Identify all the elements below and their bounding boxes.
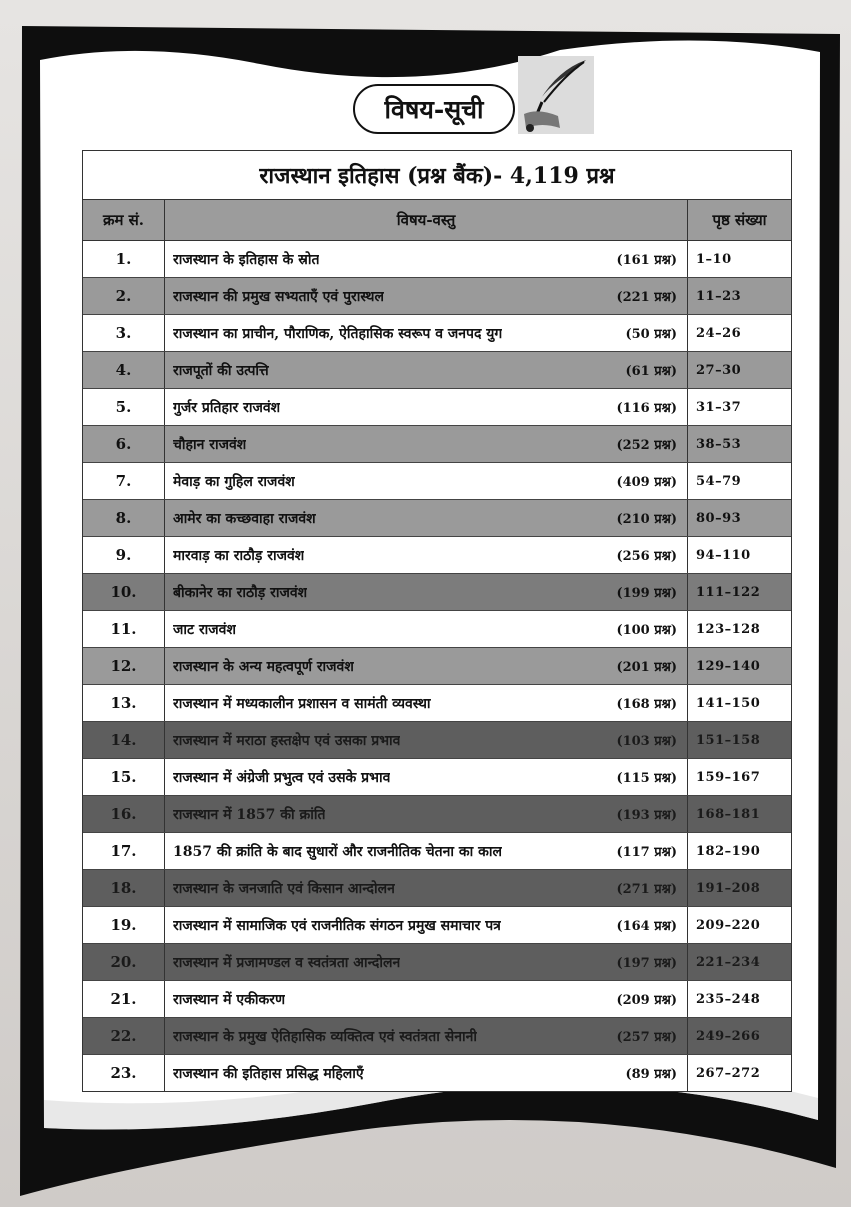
row-topic: चौहान राजवंश bbox=[173, 436, 247, 453]
row-pages: 159–167 bbox=[696, 769, 761, 785]
row-topic: बीकानेर का राठौड़ राजवंश bbox=[173, 584, 308, 601]
table-row bbox=[83, 648, 791, 685]
row-serial: 11. bbox=[83, 611, 165, 647]
row-pages: 168–181 bbox=[696, 806, 761, 822]
row-topic-cell bbox=[165, 1018, 688, 1054]
header-serial: क्रम सं. bbox=[83, 200, 165, 240]
row-question-count: (201 प्रश्न) bbox=[616, 660, 677, 675]
row-serial: 16. bbox=[83, 796, 165, 832]
row-question-count: (197 प्रश्न) bbox=[616, 956, 677, 971]
row-topic-cell bbox=[165, 574, 688, 610]
row-topic-cell bbox=[165, 833, 688, 869]
quill-pen-icon bbox=[518, 56, 594, 134]
row-question-count: (209 प्रश्न) bbox=[616, 993, 677, 1008]
row-topic: 1857 की क्रांति के बाद सुधारों और राजनीतिक चेतना का काल bbox=[173, 843, 502, 860]
row-topic: राजस्थान के अन्य महत्वपूर्ण राजवंश bbox=[173, 658, 354, 675]
row-topic-cell bbox=[165, 796, 688, 832]
row-serial: 12. bbox=[83, 648, 165, 684]
row-serial: 17. bbox=[83, 833, 165, 869]
row-question-count: (116 प्रश्न) bbox=[616, 401, 677, 416]
row-question-count: (103 प्रश्न) bbox=[616, 734, 677, 749]
contents-title: विषय-सूची bbox=[353, 84, 515, 134]
row-question-count: (61 प्रश्न) bbox=[625, 364, 677, 379]
row-topic-cell bbox=[165, 944, 688, 980]
row-topic: राजस्थान में प्रजामण्डल व स्वतंत्रता आन्दोलन bbox=[173, 954, 401, 971]
table-body bbox=[83, 241, 791, 1091]
row-question-count: (161 प्रश्न) bbox=[616, 253, 677, 268]
row-question-count: (199 प्रश्न) bbox=[616, 586, 677, 601]
row-serial: 4. bbox=[83, 352, 165, 388]
row-pages: 191–208 bbox=[696, 880, 761, 896]
table-row bbox=[83, 833, 791, 870]
row-topic-cell bbox=[165, 463, 688, 499]
row-pages: 94–110 bbox=[696, 547, 751, 563]
row-topic: मेवाड़ का गुहिल राजवंश bbox=[173, 473, 295, 490]
row-question-count: (409 प्रश्न) bbox=[616, 475, 677, 490]
row-pages: 11–23 bbox=[696, 288, 742, 304]
row-pages: 24–26 bbox=[696, 325, 742, 341]
row-topic: आमेर का कच्छवाहा राजवंश bbox=[173, 510, 316, 527]
row-pages: 123–128 bbox=[696, 621, 761, 637]
table-row bbox=[83, 685, 791, 722]
row-pages: 1–10 bbox=[696, 251, 732, 267]
row-topic: राजपूतों की उत्पत्ति bbox=[173, 362, 269, 379]
row-pages: 182–190 bbox=[696, 843, 761, 859]
table-row bbox=[83, 722, 791, 759]
contents-table bbox=[82, 150, 792, 1092]
table-row bbox=[83, 870, 791, 907]
table-row bbox=[83, 426, 791, 463]
row-question-count: (117 प्रश्न) bbox=[616, 845, 677, 860]
table-row bbox=[83, 981, 791, 1018]
row-topic-cell bbox=[165, 500, 688, 536]
table-header-row bbox=[83, 200, 791, 241]
row-question-count: (193 प्रश्न) bbox=[616, 808, 677, 823]
row-topic: राजस्थान में एकीकरण bbox=[173, 991, 286, 1008]
row-serial: 9. bbox=[83, 537, 165, 573]
header-pages: पृष्ठ संख्या bbox=[712, 211, 767, 229]
row-topic-cell bbox=[165, 352, 688, 388]
row-pages: 221–234 bbox=[696, 954, 761, 970]
row-serial: 18. bbox=[83, 870, 165, 906]
row-pages: 27–30 bbox=[696, 362, 742, 378]
row-topic-cell bbox=[165, 241, 688, 277]
row-serial: 20. bbox=[83, 944, 165, 980]
row-question-count: (168 प्रश्न) bbox=[616, 697, 677, 712]
row-topic: राजस्थान के इतिहास के स्रोत bbox=[173, 251, 320, 268]
row-serial: 19. bbox=[83, 907, 165, 943]
row-topic-cell bbox=[165, 759, 688, 795]
row-question-count: (100 प्रश्न) bbox=[616, 623, 677, 638]
row-pages: 111–122 bbox=[696, 584, 761, 600]
row-topic: राजस्थान में मराठा हस्तक्षेप एवं उसका प्रभाव bbox=[173, 732, 401, 749]
table-title: राजस्थान इतिहास (प्रश्न बैंक)- 4,119 प्रश्न bbox=[83, 151, 791, 200]
row-topic: राजस्थान के जनजाति एवं किसान आन्दोलन bbox=[173, 880, 395, 897]
row-topic: राजस्थान में मध्यकालीन प्रशासन व सामंती व्यवस्था bbox=[173, 695, 431, 712]
row-question-count: (252 प्रश्न) bbox=[616, 438, 677, 453]
row-topic: राजस्थान में 1857 की क्रांति bbox=[173, 806, 326, 823]
row-question-count: (257 प्रश्न) bbox=[616, 1030, 677, 1045]
row-serial: 23. bbox=[83, 1055, 165, 1091]
row-pages: 267–272 bbox=[696, 1065, 761, 1081]
row-serial: 10. bbox=[83, 574, 165, 610]
row-pages: 129–140 bbox=[696, 658, 761, 674]
row-topic-cell bbox=[165, 1055, 688, 1091]
row-topic-cell bbox=[165, 278, 688, 314]
row-serial: 3. bbox=[83, 315, 165, 351]
table-row bbox=[83, 241, 791, 278]
table-row bbox=[83, 574, 791, 611]
row-pages: 31–37 bbox=[696, 399, 742, 415]
table-row bbox=[83, 315, 791, 352]
table-row bbox=[83, 389, 791, 426]
row-topic-cell bbox=[165, 315, 688, 351]
row-pages: 235–248 bbox=[696, 991, 761, 1007]
row-question-count: (50 प्रश्न) bbox=[625, 327, 677, 342]
row-question-count: (221 प्रश्न) bbox=[616, 290, 677, 305]
table-row bbox=[83, 796, 791, 833]
row-topic: राजस्थान में अंग्रेजी प्रभुत्व एवं उसके प्रभाव bbox=[173, 769, 391, 786]
row-topic-cell bbox=[165, 870, 688, 906]
row-topic-cell bbox=[165, 907, 688, 943]
row-topic-cell bbox=[165, 722, 688, 758]
table-row bbox=[83, 944, 791, 981]
table-row bbox=[83, 537, 791, 574]
table-row bbox=[83, 1055, 791, 1091]
row-serial: 6. bbox=[83, 426, 165, 462]
row-topic-cell bbox=[165, 981, 688, 1017]
row-serial: 7. bbox=[83, 463, 165, 499]
row-pages: 249–266 bbox=[696, 1028, 761, 1044]
row-question-count: (89 प्रश्न) bbox=[625, 1067, 677, 1082]
table-row bbox=[83, 611, 791, 648]
row-question-count: (115 प्रश्न) bbox=[616, 771, 677, 786]
header-topic: विषय-वस्तु bbox=[165, 200, 688, 240]
row-pages: 80–93 bbox=[696, 510, 742, 526]
table-row bbox=[83, 352, 791, 389]
row-serial: 1. bbox=[83, 241, 165, 277]
row-pages: 209–220 bbox=[696, 917, 761, 933]
row-serial: 14. bbox=[83, 722, 165, 758]
row-pages: 151–158 bbox=[696, 732, 761, 748]
row-topic-cell bbox=[165, 685, 688, 721]
table-row bbox=[83, 907, 791, 944]
row-topic: राजस्थान में सामाजिक एवं राजनीतिक संगठन प्रमुख समाचार पत्र bbox=[173, 917, 501, 934]
row-serial: 5. bbox=[83, 389, 165, 425]
row-topic: राजस्थान की प्रमुख सभ्यताएँ एवं पुरास्थल bbox=[173, 288, 384, 305]
row-topic-cell bbox=[165, 389, 688, 425]
row-topic-cell bbox=[165, 611, 688, 647]
row-serial: 15. bbox=[83, 759, 165, 795]
row-question-count: (256 प्रश्न) bbox=[616, 549, 677, 564]
table-row bbox=[83, 1018, 791, 1055]
row-topic-cell bbox=[165, 648, 688, 684]
row-question-count: (271 प्रश्न) bbox=[616, 882, 677, 897]
row-serial: 22. bbox=[83, 1018, 165, 1054]
row-serial: 2. bbox=[83, 278, 165, 314]
table-row bbox=[83, 500, 791, 537]
row-topic-cell bbox=[165, 426, 688, 462]
row-serial: 13. bbox=[83, 685, 165, 721]
row-topic: जाट राजवंश bbox=[173, 621, 236, 638]
row-topic: राजस्थान की इतिहास प्रसिद्ध महिलाएँ bbox=[173, 1065, 364, 1082]
row-pages: 141–150 bbox=[696, 695, 761, 711]
row-serial: 8. bbox=[83, 500, 165, 536]
row-question-count: (164 प्रश्न) bbox=[616, 919, 677, 934]
row-topic: राजस्थान के प्रमुख ऐतिहासिक व्यक्तित्व एवं स्वतंत्रता सेनानी bbox=[173, 1028, 477, 1045]
row-serial: 21. bbox=[83, 981, 165, 1017]
row-pages: 38–53 bbox=[696, 436, 742, 452]
table-row bbox=[83, 278, 791, 315]
row-topic: राजस्थान का प्राचीन, पौराणिक, ऐतिहासिक स्वरूप व जनपद युग bbox=[173, 325, 503, 342]
row-pages: 54–79 bbox=[696, 473, 742, 489]
row-topic: मारवाड़ का राठौड़ राजवंश bbox=[173, 547, 305, 564]
row-topic-cell bbox=[165, 537, 688, 573]
table-row bbox=[83, 759, 791, 796]
table-row bbox=[83, 463, 791, 500]
row-question-count: (210 प्रश्न) bbox=[616, 512, 677, 527]
row-topic: गुर्जर प्रतिहार राजवंश bbox=[173, 399, 281, 416]
